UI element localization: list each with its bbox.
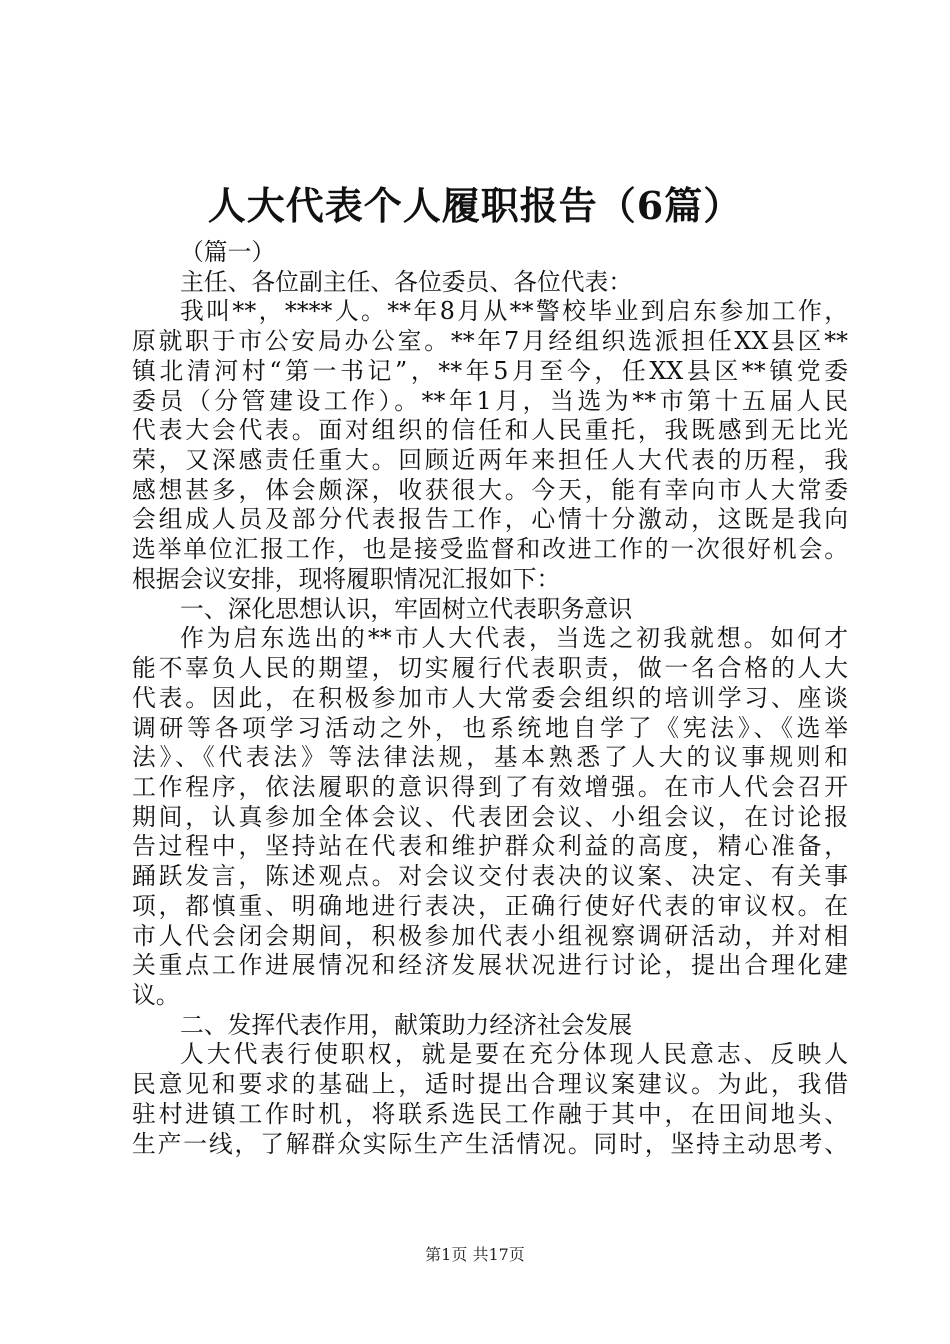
text-line: 市人代会闭会期间，积极参加代表小组视察调研活动，并对相 bbox=[132, 921, 848, 950]
text-line: 一、深化思想认识，牢固树立代表职务意识 bbox=[180, 594, 633, 623]
text-line: 期间，认真参加全体会议、代表团会议、小组会议，在讨论报 bbox=[132, 802, 848, 831]
page-footer: 第1页 共17页 bbox=[425, 1245, 525, 1264]
text-line: （篇一） bbox=[180, 238, 276, 266]
text-line: 我叫**，****人。**年8月从**警校毕业到启东参加工作， bbox=[180, 297, 848, 326]
document-title: 人大代表个人履职报告（6篇） bbox=[207, 183, 743, 228]
text-line: 会组成人员及部分代表报告工作，心情十分激动，这既是我向 bbox=[132, 505, 848, 534]
text-line: 镇北清河村“第一书记”，**年5月至今，任XX县区**镇党委 bbox=[132, 356, 848, 385]
text-line: 代表。因此，在积极参加市人大常委会组织的培训学习、座谈 bbox=[132, 683, 848, 712]
text-line: 原就职于市公安局办公室。**年7月经组织选派担任XX县区** bbox=[132, 327, 848, 356]
text-line: 法》、《代表法》等法律法规，基本熟悉了人大的议事规则和 bbox=[132, 743, 848, 772]
text-line: 踊跃发言，陈述观点。对会议交付表决的议案、决定、有关事 bbox=[132, 862, 848, 891]
text-line: 项，都慎重、明确地进行表决，正确行使好代表的审议权。在 bbox=[132, 891, 848, 920]
text-line: 关重点工作进展情况和经济发展状况进行讨论，提出合理化建 bbox=[132, 951, 848, 980]
text-line: 人大代表行使职权，就是要在充分体现人民意志、反映人 bbox=[180, 1040, 848, 1069]
text-line: 主任、各位副主任、各位委员、各位代表： bbox=[180, 267, 633, 296]
text-line: 委员（分管建设工作）。**年1月，当选为**市第十五届人民 bbox=[132, 386, 848, 415]
text-line: 议。 bbox=[132, 980, 180, 1009]
text-line: 荣，又深感责任重大。回顾近两年来担任人大代表的历程，我 bbox=[132, 446, 848, 475]
text-line: 驻村进镇工作时机，将联系选民工作融于其中，在田间地头、 bbox=[132, 1099, 848, 1128]
text-line: 生产一线，了解群众实际生产生活情况。同时，坚持主动思考、 bbox=[132, 1129, 848, 1158]
text-line: 民意见和要求的基础上，适时提出合理议案建议。为此，我借 bbox=[132, 1070, 848, 1099]
text-line: 选举单位汇报工作，也是接受监督和改进工作的一次很好机会。 bbox=[132, 535, 848, 564]
text-line: 能不辜负人民的期望，切实履行代表职责，做一名合格的人大 bbox=[132, 654, 848, 683]
text-line: 代表大会代表。面对组织的信任和人民重托，我既感到无比光 bbox=[132, 416, 848, 445]
text-line: 作为启东选出的**市人大代表，当选之初我就想。如何才 bbox=[180, 624, 848, 653]
text-line: 根据会议安排，现将履职情况汇报如下： bbox=[132, 564, 561, 593]
document-body bbox=[132, 238, 848, 1159]
text-line: 二、发挥代表作用，献策助力经济社会发展 bbox=[180, 1010, 633, 1039]
text-line: 告过程中，坚持站在代表和维护群众利益的高度，精心准备， bbox=[132, 832, 848, 861]
text-line: 工作程序，依法履职的意识得到了有效增强。在市人代会召开 bbox=[132, 772, 848, 801]
text-line: 调研等各项学习活动之外，也系统地自学了《宪法》、《选举 bbox=[132, 713, 848, 742]
text-line: 感想甚多，体会颇深，收获很大。今天，能有幸向市人大常委 bbox=[132, 475, 848, 504]
